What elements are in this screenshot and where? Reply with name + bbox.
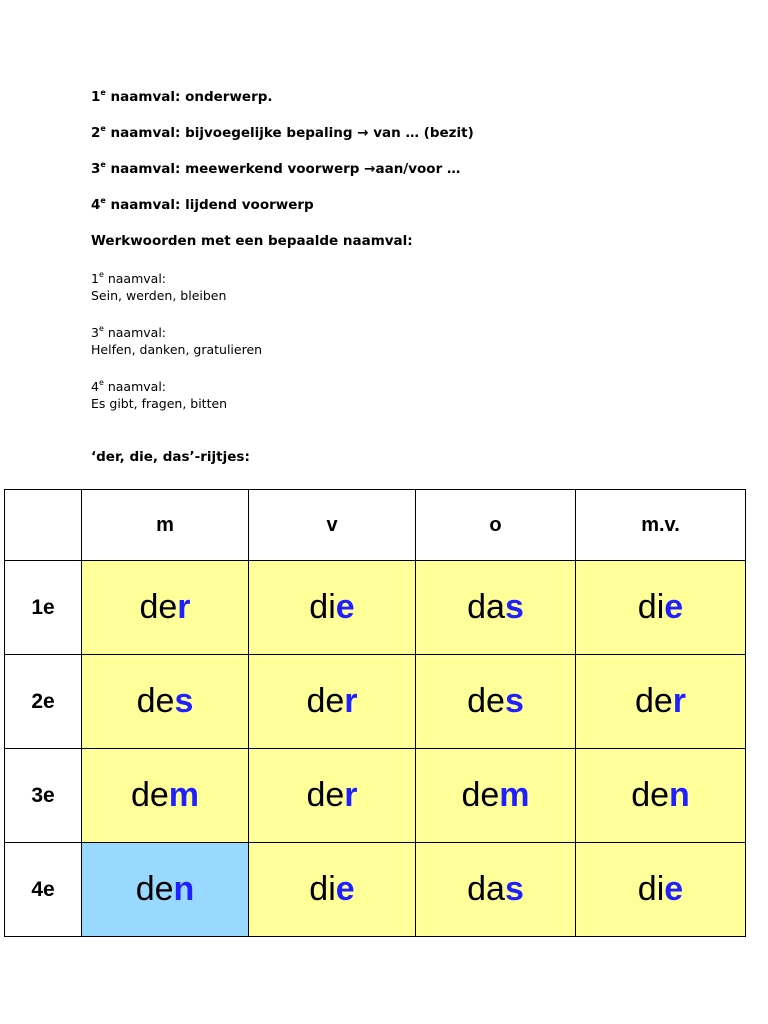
article-cell [416,843,576,937]
verb-group-3 [91,324,262,358]
case-number: 4 [91,197,101,213]
article-cell [249,749,416,843]
article-stem: di [637,870,665,908]
case-description: naamval: onderwerp. [105,89,273,105]
article-ending: s [504,870,524,908]
article-stem: de [634,682,673,720]
article-stem: de [306,682,345,720]
article-ending: s [504,682,524,720]
verbs-heading: Werkwoorden met een bepaalde naamval: [91,233,413,249]
ordinal-sup: e [100,124,106,133]
article-cell [576,843,746,937]
article-cell [576,561,746,655]
article-cell [249,561,416,655]
article-ending: r [344,776,358,814]
article-cell [82,655,249,749]
column-header-label: v [326,513,338,536]
case-number: 3 [91,161,101,177]
column-header [576,490,746,561]
arrow-right-icon: → [357,125,369,141]
case-description-tail: van … (bezit) [368,125,474,141]
article-stem: da [467,588,505,626]
ordinal-sup: e [98,270,104,279]
case-line-1 [91,89,273,105]
row-label: 3e [5,749,82,843]
article-ending: r [672,682,687,720]
article-ending: n [669,776,690,814]
case-description-tail: aan/voor … [375,161,461,177]
column-header [82,490,249,561]
column-header-label: m [156,513,174,536]
column-header [249,490,416,561]
article-stem: de [139,588,178,626]
verb-list: Es gibt, fragen, bitten [91,396,228,411]
column-header-label: o [489,513,502,536]
table-row [5,843,746,937]
ordinal-sup: e [100,160,106,169]
case-description: naamval: bijvoegelijke bepaling [105,125,358,141]
case-line-4 [91,197,314,213]
article-cell [249,655,416,749]
table-row [5,655,746,749]
article-cell [416,655,576,749]
article-cell [416,749,576,843]
case-number: 1 [91,271,99,286]
verb-group-4 [91,378,227,412]
article-stem: da [467,870,505,908]
table-heading: ‘der, die, das’-rijtjes: [91,449,250,465]
article-ending: n [173,870,195,908]
case-number: 1 [91,89,101,105]
verb-list: Sein, werden, bleiben [91,288,227,303]
article-ending: s [504,588,524,626]
corner-cell [5,490,82,561]
article-stem: de [130,776,169,814]
article-cell [416,561,576,655]
article-cell [576,655,746,749]
article-ending: e [335,588,355,626]
article-ending: m [499,776,530,814]
verb-group-label: naamval: [103,271,167,286]
case-number: 3 [91,325,99,340]
verb-list: Helfen, danken, gratulieren [91,342,263,357]
article-ending: e [664,870,684,908]
row-label: 2e [5,655,82,749]
column-header-label: m.v. [641,513,680,536]
case-description: naamval: lijdend voorwerp [105,197,314,213]
article-ending: r [344,682,358,720]
ordinal-sup: e [98,378,104,387]
article-cell [82,561,249,655]
ordinal-sup: e [98,324,104,333]
article-ending: r [177,588,191,626]
article-ending: s [174,682,194,720]
article-stem: de [467,682,505,720]
article-cell [249,843,416,937]
arrow-right-icon: → [364,161,376,177]
ordinal-sup: e [100,196,106,205]
row-label: 4e [5,843,82,937]
article-stem: de [631,776,670,814]
article-stem: de [136,682,175,720]
case-line-2 [91,125,474,141]
article-stem: de [135,870,174,908]
table-header-row [5,490,746,561]
article-ending: m [168,776,200,814]
case-number: 4 [91,379,99,394]
article-stem: di [309,870,336,908]
case-description: naamval: meewerkend voorwerp [105,161,365,177]
table-row [5,749,746,843]
article-table [4,489,746,937]
row-label: 1e [5,561,82,655]
article-ending: e [335,870,355,908]
article-cell [576,749,746,843]
article-cell [82,749,249,843]
article-cell-highlighted [82,843,249,937]
verb-group-label: naamval: [103,379,167,394]
table-row [5,561,746,655]
article-stem: di [309,588,336,626]
verb-group-1 [91,270,226,304]
article-stem: de [461,776,500,814]
article-stem: di [637,588,665,626]
ordinal-sup: e [100,88,106,97]
case-line-3 [91,161,460,177]
article-stem: de [306,776,345,814]
case-number: 2 [91,125,101,141]
column-header [416,490,576,561]
article-ending: e [664,588,684,626]
verb-group-label: naamval: [103,325,167,340]
